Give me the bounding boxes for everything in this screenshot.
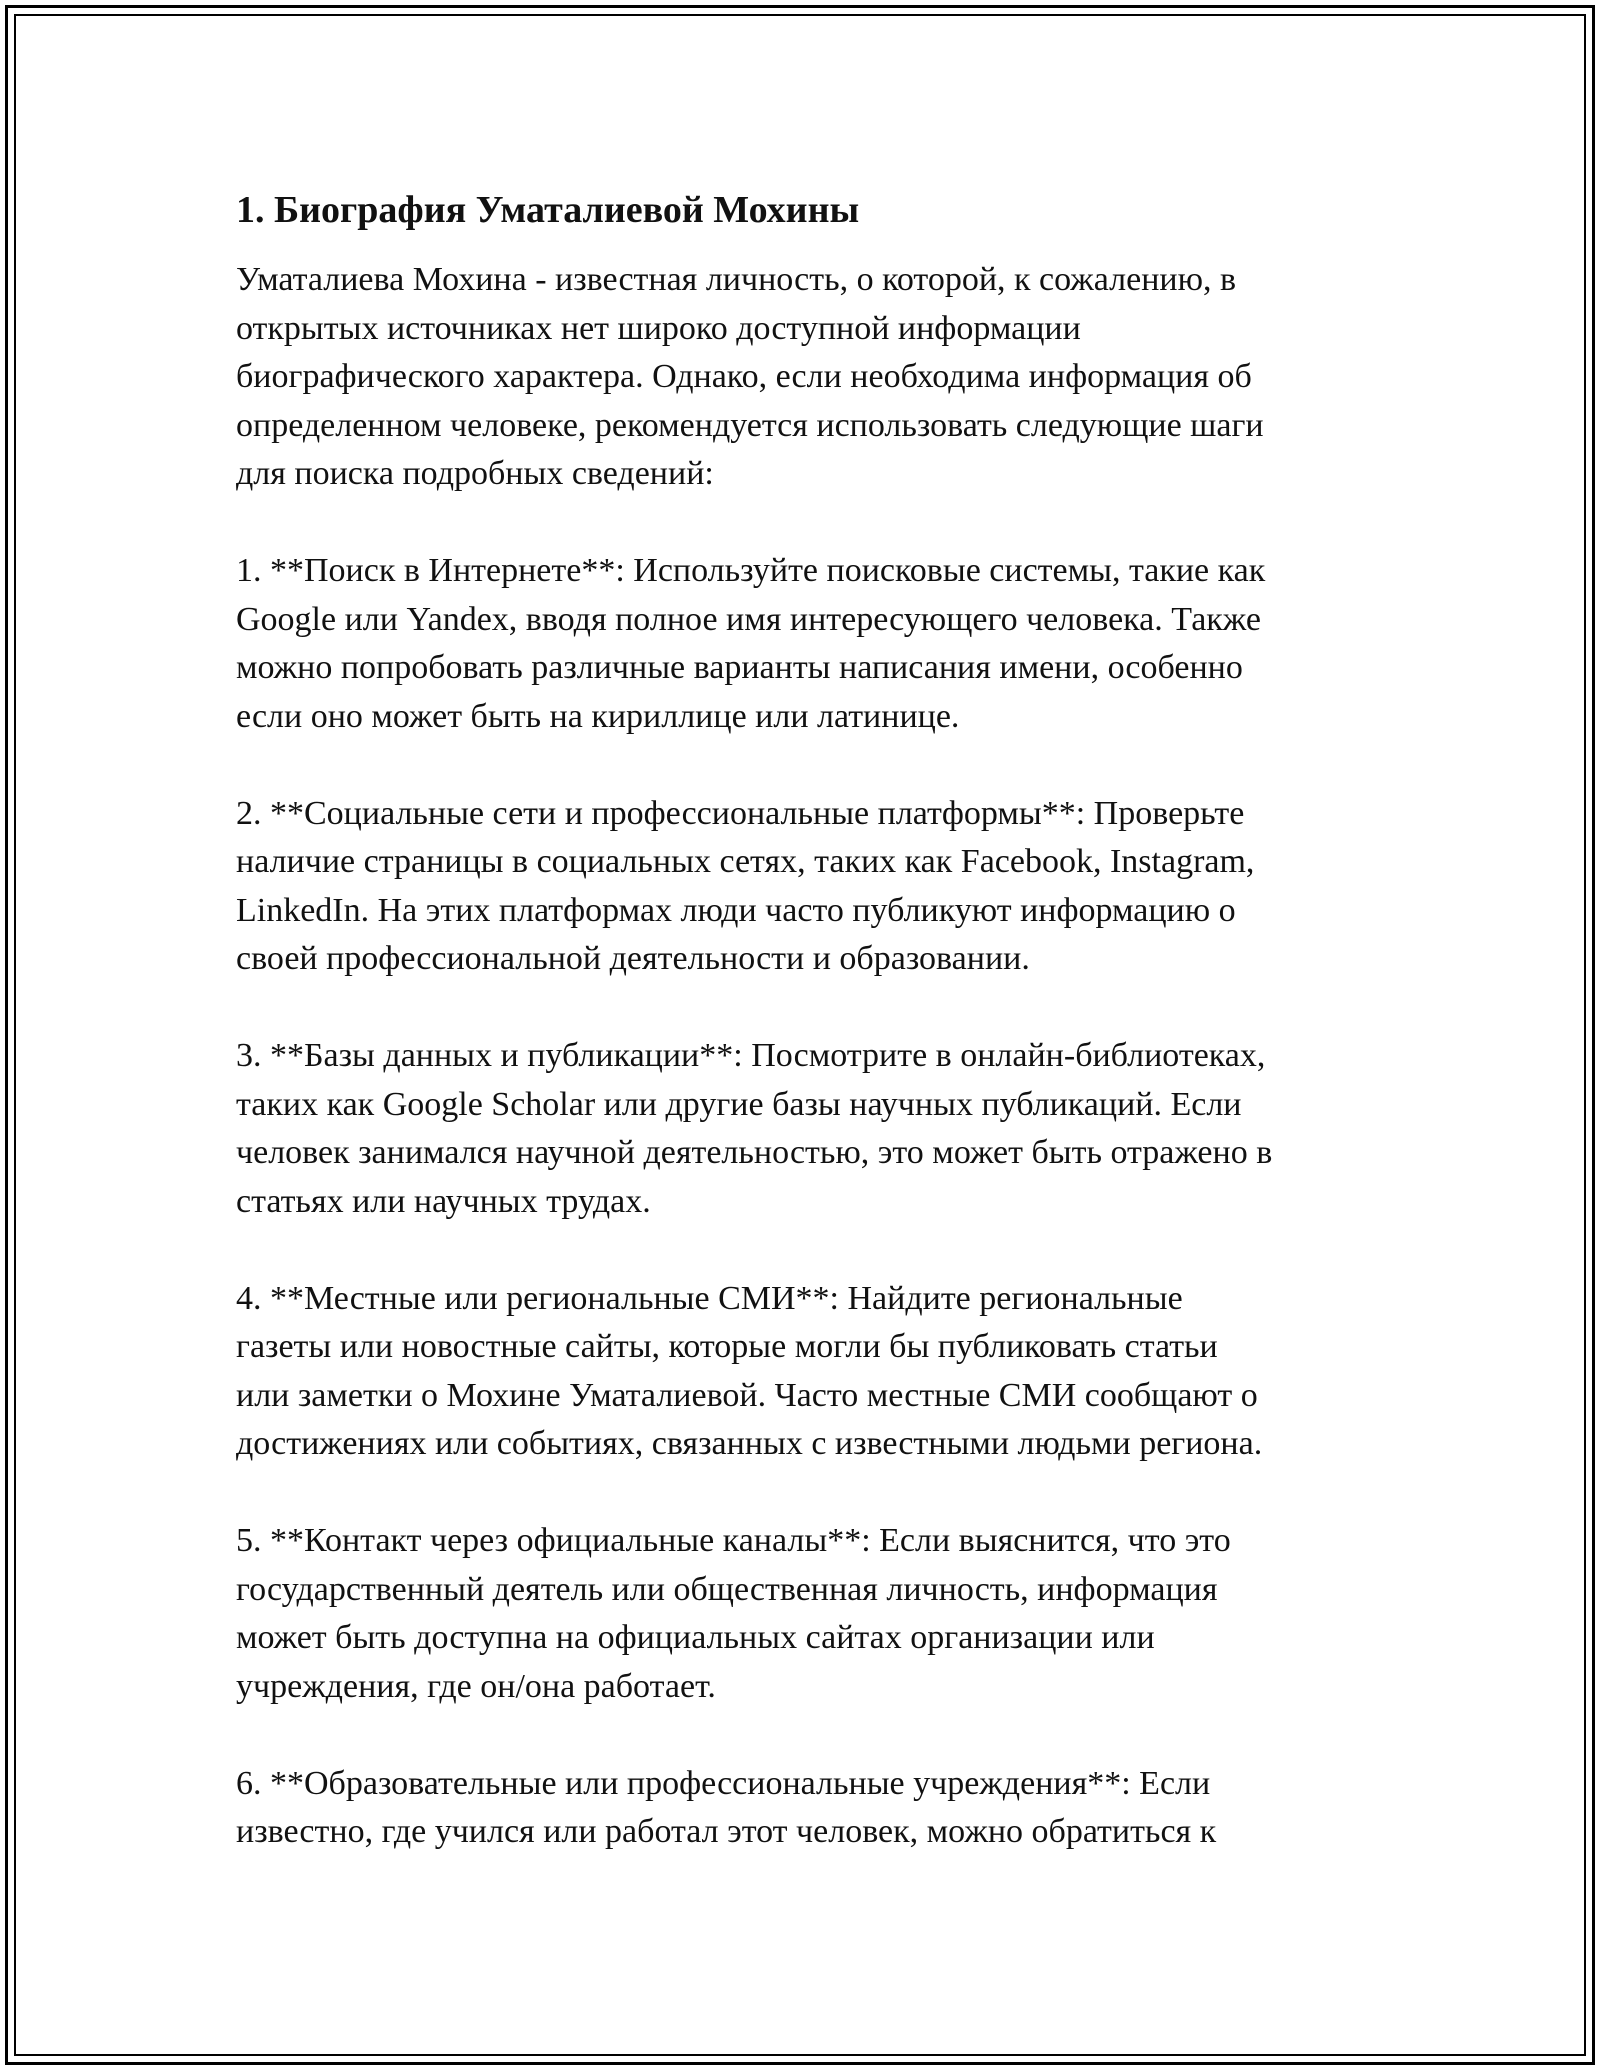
list-item: 4. **Местные или региональные СМИ**: Найдите региональные газеты или новостные сайты, которые могли бы публиковать статьи или заметки о Мохине Уматалиевой. Часто местные СМИ сообщают о достижениях или событиях, связанных с известными людьми региона. — [236, 1279, 1263, 1462]
list-item: 3. **Базы данных и публикации**: Посмотрите в онлайн-библиотеках, таких как Google Scholar или другие базы научных публикаций. Если человек занимался научной деятельностью, это может быть отражено в статьях или научных трудах. — [236, 1037, 1273, 1220]
intro-paragraph: Уматалиева Мохина - известная личность, о которой, к сожалению, в открытых источниках нет широко доступной информации биографического характера. Однако, если необходима информация об определенном человеке, рекомендуется использовать следующие шаги для поиска подробных сведений: — [236, 261, 1264, 492]
list-item: 5. **Контакт через официальные каналы**: Если выяснится, что это государственный деятель или общественная личность, информация может быть доступна на официальных сайтах организации или учреждения, где он/она работает. — [236, 1522, 1231, 1705]
document-title: 1. Биография Уматалиевой Мохины — [236, 189, 860, 231]
list-item: 6. **Образовательные или профессиональные учреждения**: Если известно, где учился или работал этот человек, можно обратиться к — [236, 1764, 1217, 1850]
list-item: 1. **Поиск в Интернете**: Используйте поисковые системы, такие как Google или Yandex, вводя полное имя интересующего человека. Также можно попробовать различные варианты написания имени, особенно если оно может быть на кириллице или латинице. — [236, 552, 1266, 735]
document-body — [236, 186, 1366, 1857]
list-item: 2. **Социальные сети и профессиональные платформы**: Проверьте наличие страницы в социальных сетях, таких как Facebook, Instagram, LinkedIn. На этих платформах люди часто публикуют информацию о своей профессиональной деятельности и образовании. — [236, 794, 1255, 977]
